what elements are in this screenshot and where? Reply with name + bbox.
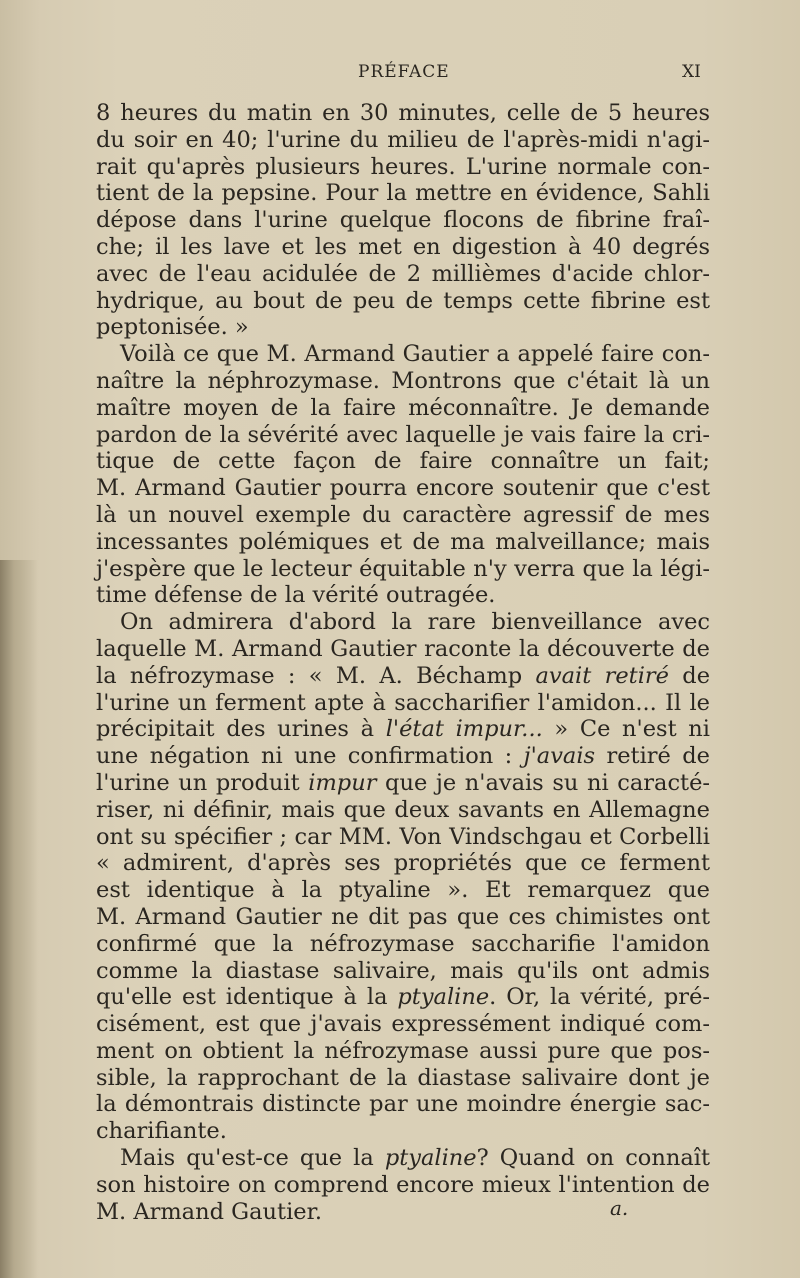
- text-line: son histoire on comprend encore mieux l'intention de: [96, 1171, 710, 1198]
- text-line: Voilà ce que M. Armand Gautier a appelé faire con-: [120, 341, 710, 368]
- text-line: On admirera d'abord la rare bienveillance avec: [120, 609, 710, 636]
- text-line: avec de l'eau acidulée de 2 millièmes d'acide chlor-: [96, 260, 710, 287]
- text-line: la démontrais distincte par une moindre énergie sac-: [96, 1091, 710, 1118]
- text-line: M. Armand Gautier pourra encore soutenir que c'est: [96, 475, 710, 502]
- text-line: l'urine un produit impur que je n'avais su ni caracté-: [96, 769, 711, 796]
- text-line: rait qu'après plusieurs heures. L'urine normale con-: [96, 153, 710, 180]
- text-line: 8 heures du matin en 30 minutes, celle de 5 heures: [96, 100, 710, 126]
- text-line: j'espère que le lecteur équitable n'y verra que la légi-: [96, 555, 710, 582]
- text-line: précipitait des urines à l'état impur... » Ce n'est ni: [96, 716, 710, 743]
- text-line: comme la diastase salivaire, mais qu'ils ont admis: [96, 957, 710, 984]
- text-line: la néfrozymase : « M. A. Béchamp avait retiré de: [96, 662, 711, 689]
- text-line: tient de la pepsine. Pour la mettre en évidence, Sahli: [96, 180, 710, 207]
- text-line: qu'elle est identique à la ptyaline. Or, la vérité, pré-: [96, 984, 710, 1011]
- text-line: naître la néphrozymase. Montrons que c'était là un: [96, 367, 710, 394]
- signature-mark: a.: [610, 1196, 629, 1220]
- text-line: laquelle M. Armand Gautier raconte la découverte de: [96, 635, 710, 662]
- text-line: M. Armand Gautier.: [96, 1198, 323, 1225]
- text-line: tique de cette façon de faire connaître un fait;: [96, 448, 710, 475]
- text-line: ment on obtient la néfrozymase aussi pure que pos-: [96, 1037, 710, 1064]
- text-line: time défense de la vérité outragée.: [96, 582, 496, 609]
- text-line: sible, la rapprochant de la diastase salivaire dont je: [96, 1064, 710, 1091]
- text-line: charifiante.: [96, 1118, 227, 1145]
- running-title: PRÉFACE: [358, 62, 450, 82]
- text-line: là un nouvel exemple du caractère agressif de mes: [96, 501, 710, 528]
- text-line: peptonisée. »: [96, 314, 249, 341]
- text-line: « admirent, d'après ses propriétés que ce ferment: [96, 850, 710, 877]
- text-line: cisément, est que j'avais expressément indiqué com-: [96, 1011, 710, 1038]
- text-line: du soir en 40; l'urine du milieu de l'après-midi n'agi-: [96, 126, 710, 153]
- text-line: maître moyen de la faire méconnaître. Je demande: [96, 394, 710, 421]
- text-line: pardon de la sévérité avec laquelle je vais faire la cri-: [96, 421, 710, 448]
- text-line: hydrique, au bout de peu de temps cette fibrine est: [96, 287, 710, 314]
- text-line: incessantes polémiques et de ma malveillance; mais: [96, 528, 710, 555]
- text-line: est identique à la ptyaline ». Et remarquez que: [96, 877, 710, 904]
- text-line: l'urine un ferment apte à saccharifier l'amidon... Il le: [96, 689, 710, 716]
- text-line: M. Armand Gautier ne dit pas que ces chimistes ont: [96, 903, 710, 930]
- text-line: dépose dans l'urine quelque flocons de fibrine fraî-: [96, 207, 710, 234]
- text-line: Mais qu'est-ce que la ptyaline? Quand on connaît: [120, 1145, 710, 1172]
- text-line: riser, ni définir, mais que deux savants en Allemagne: [96, 796, 710, 823]
- text-line: une négation ni une confirmation : j'avais retiré de: [96, 743, 710, 770]
- body-text: [96, 100, 710, 1225]
- page-number: XI: [682, 62, 701, 82]
- page-gutter-shadow: [0, 560, 38, 1278]
- text-line: ont su spécifier ; car MM. Von Vindschgau et Corbelli: [96, 823, 710, 850]
- text-line: confirmé que la néfrozymase saccharifie l'amidon: [96, 930, 710, 957]
- page-header: [0, 60, 800, 90]
- text-line: che; il les lave et les met en digestion à 40 degrés: [96, 233, 710, 260]
